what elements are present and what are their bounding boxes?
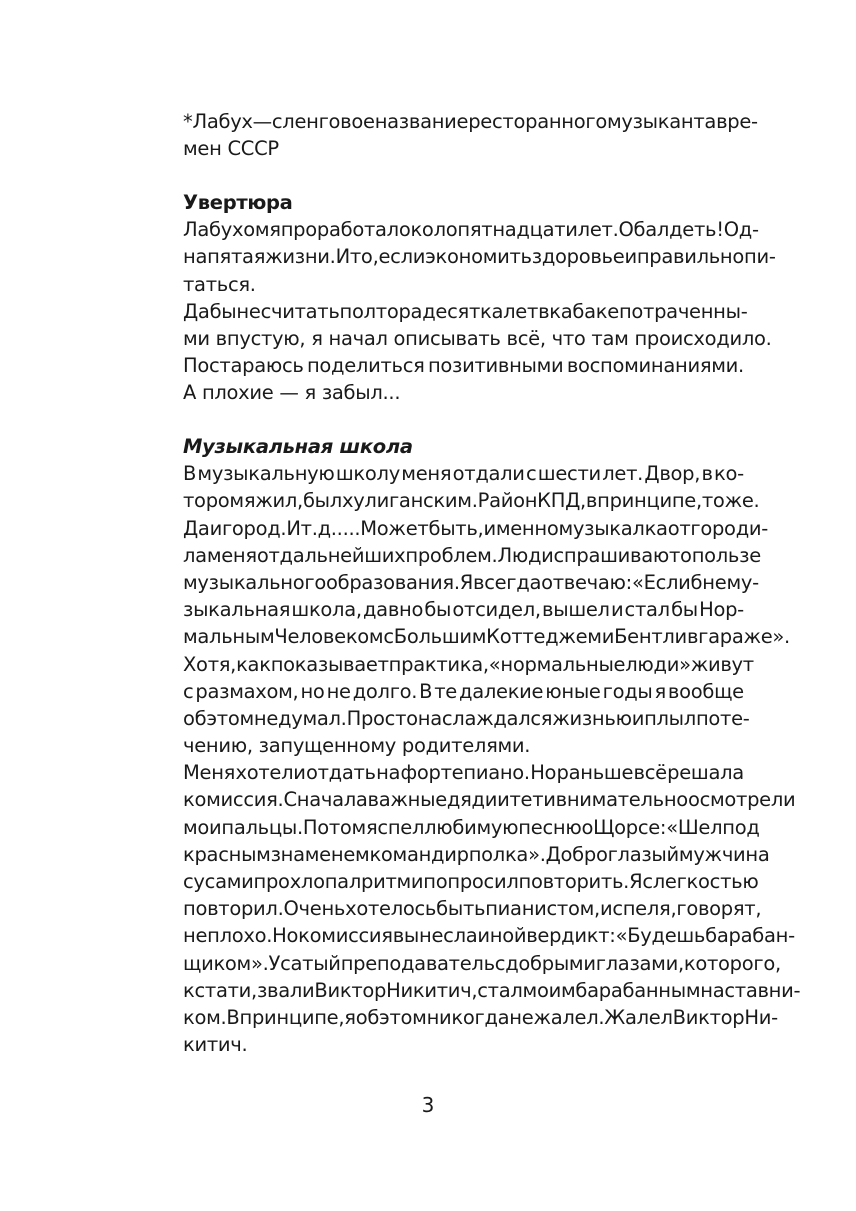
- word: проработал: [280, 218, 399, 242]
- word: КПД,: [537, 489, 586, 513]
- word: меня: [206, 543, 257, 567]
- word: в: [686, 625, 699, 649]
- word: и: [610, 598, 624, 622]
- word: Постараюсь: [183, 354, 304, 378]
- word: далекие: [459, 679, 544, 703]
- word: кабаке: [549, 299, 619, 323]
- word: зыкальная: [183, 598, 291, 622]
- text-line: [183, 977, 801, 1004]
- word: по: [695, 706, 721, 730]
- text-line: [183, 922, 795, 949]
- word: проблем.: [405, 543, 498, 567]
- word: В: [419, 679, 433, 703]
- word: пользе: [691, 543, 761, 567]
- word: воспоминаниями.: [566, 354, 744, 378]
- word: на: [376, 761, 401, 785]
- word: поделиться: [306, 354, 425, 378]
- word: китич.: [183, 1033, 248, 1057]
- word: Район: [477, 489, 538, 513]
- word: хотелось: [345, 897, 437, 921]
- word: мои: [183, 815, 222, 839]
- word: неплохо.: [183, 924, 273, 948]
- text-line: [183, 705, 750, 732]
- text-line: [183, 515, 768, 542]
- word: от: [256, 543, 280, 567]
- word: показывает: [270, 652, 389, 676]
- word: звали: [256, 978, 315, 1002]
- word: Щорсе:: [593, 815, 667, 839]
- word: пятнадцати: [457, 218, 578, 242]
- word: я: [344, 1005, 356, 1029]
- word: Да: [183, 516, 210, 540]
- word: и: [599, 897, 613, 921]
- word: полтора: [339, 299, 423, 323]
- word: ком.: [183, 1005, 227, 1029]
- word: экономить: [425, 245, 532, 269]
- word: не: [253, 706, 279, 730]
- word: ко-: [714, 462, 744, 486]
- word: спел: [612, 897, 660, 921]
- word: Од-: [723, 218, 759, 242]
- word: и: [631, 706, 645, 730]
- word: с: [383, 625, 394, 649]
- word: не: [509, 1005, 534, 1029]
- word: наставни-: [700, 978, 801, 1002]
- word: с: [183, 870, 194, 893]
- footnote: [183, 108, 758, 162]
- word: сленговое: [271, 110, 375, 133]
- word: ла: [183, 543, 207, 567]
- text-line: [183, 759, 744, 786]
- word: Потом: [302, 815, 366, 839]
- word: музыкалка: [558, 516, 668, 540]
- word: я: [269, 218, 281, 242]
- word: шести: [537, 462, 601, 486]
- text-line: [183, 623, 790, 650]
- word: «нормальные: [488, 652, 626, 676]
- text-line: [183, 352, 744, 379]
- text-line: [183, 271, 744, 298]
- text-line: [183, 325, 772, 352]
- word: позитивными: [427, 354, 564, 378]
- word: му-: [726, 570, 759, 594]
- word: б: [690, 570, 703, 594]
- text-line: [183, 814, 760, 841]
- word: фортепиано.: [400, 761, 530, 785]
- word: спел: [377, 815, 425, 839]
- word: мужчина: [678, 842, 770, 866]
- word: с: [642, 870, 653, 893]
- word: ритм: [361, 870, 411, 893]
- section-overture: [183, 189, 776, 407]
- word: И: [335, 245, 350, 269]
- word: вынесла: [392, 924, 478, 948]
- word: мен СССР: [183, 137, 279, 161]
- section-title: Увертюра: [183, 191, 293, 214]
- word: музыканта: [606, 110, 717, 133]
- text-line: [183, 732, 744, 759]
- word: пятая: [207, 245, 266, 269]
- word: об: [355, 1005, 380, 1029]
- word: с: [526, 462, 537, 486]
- word: давно: [363, 598, 424, 622]
- word: Жалел: [604, 1005, 673, 1029]
- word: город.: [221, 516, 287, 540]
- word: считать: [260, 299, 340, 323]
- word: и: [497, 788, 510, 812]
- word: отдали: [452, 462, 525, 486]
- paragraph: [183, 759, 801, 1058]
- word: ми впустую, я начал описывать всё, что там происходило.: [183, 326, 772, 350]
- text-line: [183, 542, 761, 569]
- word: с: [183, 679, 194, 703]
- word: И: [286, 516, 301, 540]
- word: жалел.: [533, 1005, 605, 1029]
- word: именно: [483, 516, 559, 540]
- word: Но: [272, 924, 299, 948]
- text-line: [183, 841, 770, 868]
- word: принципе,: [597, 489, 702, 513]
- word: повторить.: [518, 870, 630, 893]
- word: Большим: [393, 625, 487, 649]
- word: школа,: [291, 598, 362, 622]
- word: вердикт:: [526, 924, 616, 948]
- word: мальным: [183, 625, 275, 649]
- word: лет.: [577, 218, 619, 242]
- word: иной: [477, 924, 527, 948]
- word: не: [236, 299, 261, 323]
- word: всегда: [473, 570, 542, 594]
- word: принципе,: [239, 1005, 345, 1029]
- word: Коттеджем: [486, 625, 602, 649]
- word: вре-: [716, 110, 758, 133]
- word: наслаждался: [417, 706, 553, 730]
- word: попросил: [423, 870, 519, 893]
- word: щиком».: [183, 951, 269, 975]
- word: Никитич,: [386, 978, 478, 1002]
- word: бы: [671, 598, 698, 622]
- word: этом: [206, 706, 254, 730]
- word: Нор-: [699, 598, 744, 622]
- word: вообще: [667, 679, 744, 703]
- word: *Лабух: [183, 110, 253, 133]
- word: решала: [667, 761, 744, 785]
- word: которого,: [683, 951, 781, 975]
- word: В: [183, 462, 197, 486]
- word: комиссия: [298, 924, 393, 948]
- text-line: [183, 298, 748, 325]
- word: жил,: [255, 489, 303, 513]
- word: тоже.: [701, 489, 760, 513]
- text-line: [183, 216, 759, 243]
- word: если: [378, 245, 426, 269]
- word: командир: [369, 842, 469, 866]
- word: я: [365, 815, 378, 839]
- word: но: [300, 679, 325, 703]
- word: «Шел: [666, 815, 723, 839]
- word: Двор,: [644, 462, 701, 486]
- word: никогда: [426, 1005, 510, 1029]
- word: как: [236, 652, 271, 676]
- paragraph: [183, 352, 744, 406]
- word: музыкального: [183, 570, 326, 594]
- word: долго.: [352, 679, 418, 703]
- word: был: [302, 489, 342, 513]
- word: «Будешь: [615, 924, 706, 948]
- word: Хотя,: [183, 652, 237, 676]
- word: не: [326, 679, 351, 703]
- text-line: [183, 895, 762, 922]
- word: т.д.....: [300, 516, 361, 540]
- text-line: [183, 950, 781, 977]
- word: Дабы: [183, 299, 237, 323]
- word: Я: [629, 870, 643, 893]
- page-number: 3: [421, 1093, 435, 1117]
- word: моим: [522, 978, 576, 1002]
- word: под: [722, 815, 760, 839]
- word: Очень: [283, 897, 346, 921]
- word: барабанным: [575, 978, 701, 1002]
- word: лет.: [602, 462, 644, 486]
- word: Люди: [497, 543, 554, 567]
- word: практика,: [388, 652, 489, 676]
- word: глазами,: [595, 951, 684, 975]
- text-line: [183, 786, 796, 813]
- word: —: [252, 110, 272, 133]
- word: размахом,: [195, 679, 299, 703]
- word: об: [183, 706, 207, 730]
- text-line: [183, 868, 759, 895]
- word: добрыми: [505, 951, 596, 975]
- word: кстати,: [183, 978, 257, 1002]
- word: преподаватель: [340, 951, 495, 975]
- word: тором: [183, 489, 244, 513]
- word: внимательно: [555, 788, 688, 812]
- word: барабан-: [705, 924, 795, 948]
- word: в: [585, 489, 598, 513]
- word: осмотрели: [687, 788, 796, 812]
- word: вышел: [542, 598, 610, 622]
- word: десятка: [422, 299, 504, 323]
- word: потраченны-: [618, 299, 748, 323]
- word: таться.: [183, 272, 256, 296]
- word: стал: [477, 978, 523, 1002]
- word: название: [374, 110, 469, 133]
- text-line: [183, 460, 744, 487]
- text-line: [183, 243, 776, 270]
- word: пианистом,: [485, 897, 600, 921]
- word: и: [624, 245, 637, 269]
- word: с: [494, 951, 506, 975]
- word: Обалдеть!: [618, 218, 724, 242]
- word: прохлопал: [253, 870, 361, 893]
- word: отдать: [305, 761, 376, 785]
- word: «Если: [631, 570, 691, 594]
- word: около: [398, 218, 458, 242]
- word: в: [701, 462, 713, 486]
- word: хулиганским.: [341, 489, 478, 513]
- word: жизни.: [265, 245, 336, 269]
- word: о: [581, 815, 594, 839]
- word: пи-: [744, 245, 776, 269]
- word: дальнейших: [279, 543, 406, 567]
- word: те-: [720, 706, 750, 730]
- word: чению, запущенному родителями.: [183, 734, 531, 758]
- word: и: [209, 516, 222, 540]
- word: отвечаю:: [541, 570, 632, 594]
- word: Сначала: [283, 788, 368, 812]
- text-line: [183, 596, 744, 623]
- word: важные: [367, 788, 447, 812]
- word: гараже».: [698, 625, 790, 649]
- word: я: [654, 679, 666, 703]
- word: любимую: [424, 815, 519, 839]
- word: музыкальную: [197, 462, 335, 486]
- text-line: [183, 678, 744, 705]
- word: я: [243, 489, 256, 513]
- word: юные: [545, 679, 601, 703]
- word: красным: [183, 842, 271, 866]
- word: плыл: [644, 706, 696, 730]
- word: на: [183, 245, 208, 269]
- text-line: [183, 379, 744, 406]
- word: Виктор: [672, 1005, 745, 1029]
- paragraph: [183, 460, 790, 759]
- word: Но: [530, 761, 557, 785]
- word: усами: [193, 870, 254, 893]
- paragraph: [183, 216, 776, 298]
- word: образования.: [325, 570, 460, 594]
- word: полка».: [468, 842, 546, 866]
- word: пальцы.: [221, 815, 303, 839]
- word: Усатый: [268, 951, 341, 975]
- word: о: [680, 543, 692, 567]
- word: комиссия.: [183, 788, 284, 812]
- text-line: [183, 569, 759, 596]
- word: Лабухом: [183, 218, 270, 242]
- word: быть,: [428, 516, 484, 540]
- word: жизнью: [552, 706, 632, 730]
- word: не: [702, 570, 727, 594]
- word: те: [434, 679, 458, 703]
- word: то,: [349, 245, 379, 269]
- word: Меня: [183, 761, 236, 785]
- word: повторил.: [183, 897, 284, 921]
- word: ресторанного: [468, 110, 607, 133]
- word: школу: [335, 462, 400, 486]
- word: годы: [602, 679, 653, 703]
- word: бы: [424, 598, 452, 622]
- word: В: [226, 1005, 240, 1029]
- word: говорят,: [676, 897, 762, 921]
- word: меня: [401, 462, 452, 486]
- word: Виктор: [314, 978, 387, 1002]
- text-line: [183, 651, 754, 678]
- text-line: [183, 135, 744, 162]
- word: легкостью: [652, 870, 759, 893]
- text-line: [183, 487, 760, 514]
- word: думал.: [278, 706, 347, 730]
- word: Просто: [346, 706, 418, 730]
- word: песню: [518, 815, 582, 839]
- word: здоровье: [531, 245, 625, 269]
- word: люди»: [625, 652, 691, 676]
- word: правильно: [636, 245, 745, 269]
- word: Бентли: [614, 625, 687, 649]
- word: этом: [379, 1005, 427, 1029]
- word: стал: [624, 598, 670, 622]
- word: Человеком: [274, 625, 384, 649]
- word: отгороди-: [667, 516, 768, 540]
- text-line: [183, 1004, 778, 1031]
- word: знаменем: [270, 842, 370, 866]
- word: я,: [659, 897, 677, 921]
- word: и: [410, 870, 424, 893]
- word: тети: [509, 788, 556, 812]
- section-title: Музыкальная школа: [183, 435, 413, 458]
- word: в: [538, 299, 550, 323]
- word: А плохие — я забыл...: [183, 381, 401, 405]
- word: Может: [360, 516, 429, 540]
- text-line: [183, 1031, 744, 1058]
- word: лет: [503, 299, 539, 323]
- word: всё: [633, 761, 667, 785]
- text-line: [183, 108, 758, 135]
- word: спрашивают: [553, 543, 681, 567]
- word: Я: [459, 570, 473, 594]
- word: и: [601, 625, 615, 649]
- word: дяди: [446, 788, 498, 812]
- word: раньше: [556, 761, 634, 785]
- word: отсидел,: [452, 598, 541, 622]
- paragraph: [183, 298, 772, 352]
- word: Ни-: [744, 1005, 778, 1029]
- word: Доброглазый: [545, 842, 679, 866]
- word: быть: [436, 897, 486, 921]
- word: живут: [690, 652, 754, 676]
- word: хотели: [235, 761, 306, 785]
- section-music-school: [183, 433, 801, 1058]
